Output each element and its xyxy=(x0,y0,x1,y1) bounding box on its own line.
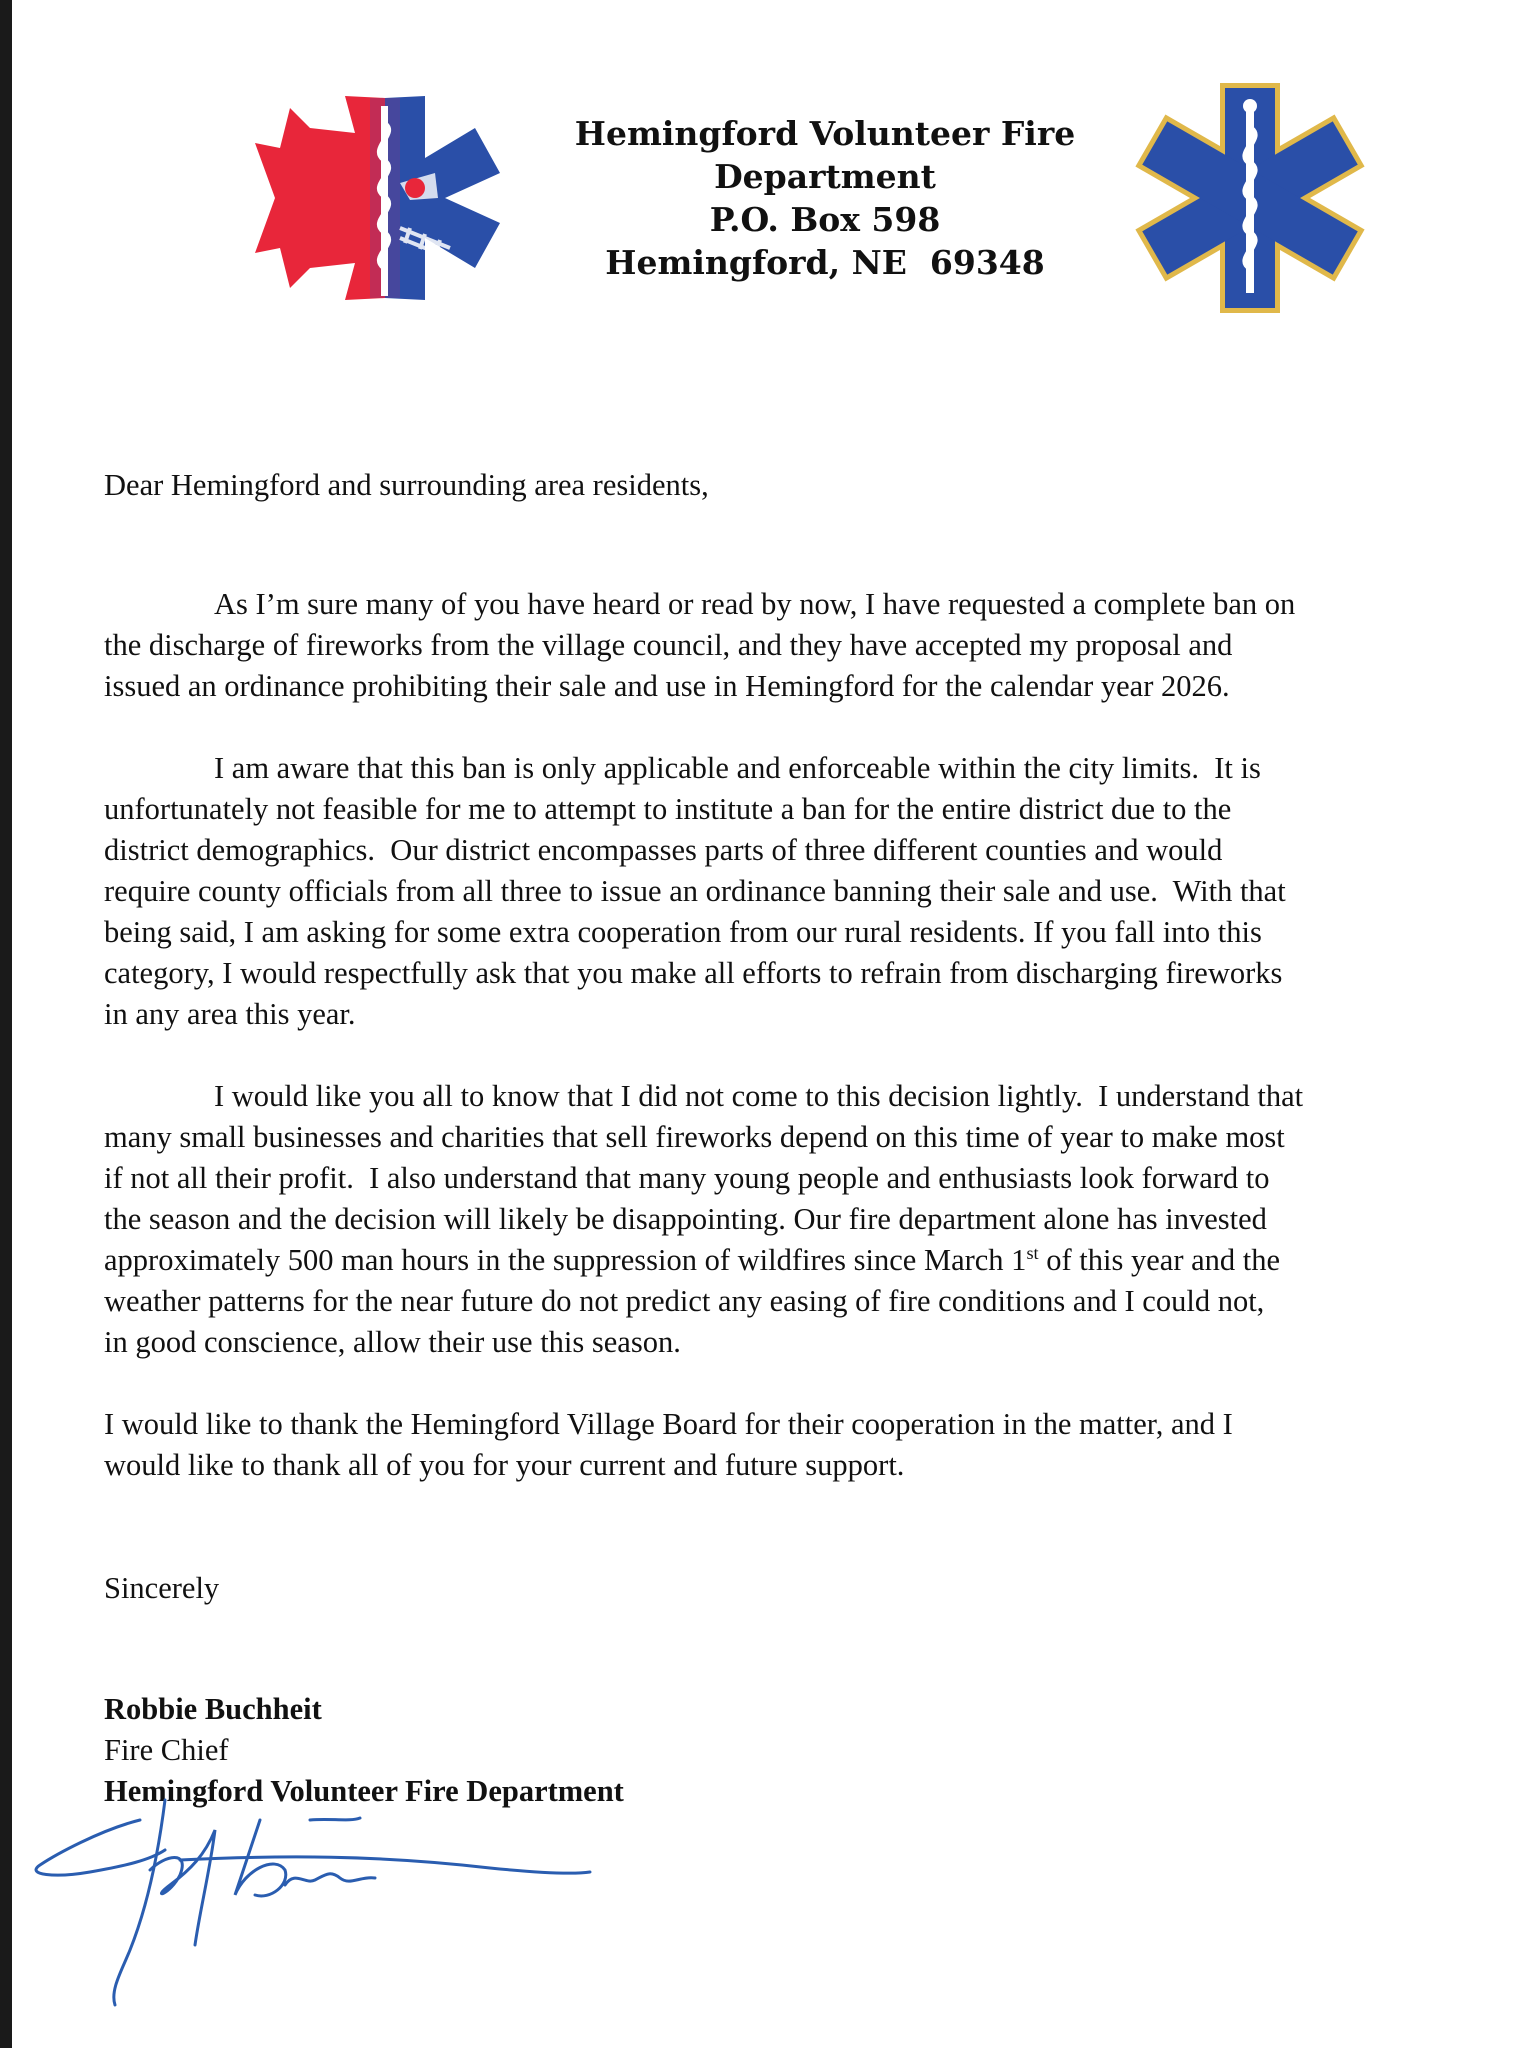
paragraph-3-line-5-text: approximately 500 man hours in the suppression of wildfires since March 1 xyxy=(104,1243,1027,1277)
star-of-life-icon xyxy=(1130,78,1370,318)
paragraph-3-line: in good conscience, allow their use this season. xyxy=(104,1325,681,1359)
letter-body xyxy=(104,465,1504,1812)
paragraph-2-line xyxy=(104,748,1504,789)
fire-maltese-cross-star-of-life-icon xyxy=(250,88,520,308)
salutation: Dear Hemingford and surrounding area residents, xyxy=(104,468,709,502)
signer-name: Robbie Buchheit xyxy=(104,1692,322,1726)
paragraph-2-line: being said, I am asking for some extra cooperation from our rural residents. If you fall into this xyxy=(104,915,1262,949)
paragraph-2-line: in any area this year. xyxy=(104,997,356,1031)
paragraph-3-line: weather patterns for the near future do not predict any easing of fire conditions and I could not, xyxy=(104,1284,1265,1318)
paragraph-1-line: issued an ordinance prohibiting their sale and use in Hemingford for the calendar year 2026. xyxy=(104,669,1230,703)
paragraph-2-line: district demographics. Our district encompasses parts of three different counties and would xyxy=(104,833,1223,867)
paragraph-1 xyxy=(104,584,1504,707)
org-name-line1: Hemingford Volunteer Fire xyxy=(574,114,1076,153)
paragraph-2-line: category, I would respectfully ask that you make all efforts to refrain from discharging fireworks xyxy=(104,956,1283,990)
paragraph-4 xyxy=(104,1404,1504,1486)
paragraph-3-line-1-text: I would like you all to know that I did not come to this decision lightly. I understand that xyxy=(214,1079,1304,1113)
paragraph-3 xyxy=(104,1076,1504,1363)
paragraph-2 xyxy=(104,748,1504,1035)
signer-title: Fire Chief xyxy=(104,1733,229,1767)
paragraph-1-line xyxy=(104,584,1504,625)
handwritten-signature xyxy=(30,1760,600,2030)
paragraph-1-line: the discharge of fireworks from the village council, and they have accepted my proposal and xyxy=(104,628,1233,662)
closing: Sincerely xyxy=(104,1571,220,1605)
paragraph-3-line: the season and the decision will likely be disappointing. Our fire department alone has invested xyxy=(104,1202,1267,1236)
letterhead xyxy=(0,0,1535,330)
paragraph-2-line: unfortunately not feasible for me to attempt to institute a ban for the entire district due to the xyxy=(104,792,1232,826)
paragraph-4-line: I would like to thank the Hemingford Village Board for their cooperation in the matter, and I xyxy=(104,1407,1233,1441)
address-line2: Hemingford, NE 69348 xyxy=(605,243,1045,282)
paragraph-3-line xyxy=(104,1240,1504,1281)
paragraph-3-line: if not all their profit. I also understand that many young people and enthusiasts look forward to xyxy=(104,1161,1270,1195)
paragraph-4-line: would like to thank all of you for your current and future support. xyxy=(104,1448,905,1482)
paragraph-3-line: many small businesses and charities that sell fireworks depend on this time of year to make most xyxy=(104,1120,1285,1154)
paragraph-3-line xyxy=(104,1076,1504,1117)
paragraph-3-line-5-tail: of this year and the xyxy=(1038,1243,1281,1277)
paragraph-1-line-1-text: As I’m sure many of you have heard or read by now, I have requested a complete ban on xyxy=(214,587,1296,621)
org-address-block xyxy=(540,112,1110,284)
signer-organization: Hemingford Volunteer Fire Department xyxy=(104,1774,624,1808)
ordinal-superscript: st xyxy=(1026,1242,1039,1263)
paragraph-2-line: require county officials from all three to issue an ordinance banning their sale and use. With that xyxy=(104,874,1286,908)
paragraph-2-line-1-text: I am aware that this ban is only applicable and enforceable within the city limits. It is xyxy=(214,751,1261,785)
org-name-line2: Department xyxy=(714,157,936,196)
address-line1: P.O. Box 598 xyxy=(709,200,941,239)
